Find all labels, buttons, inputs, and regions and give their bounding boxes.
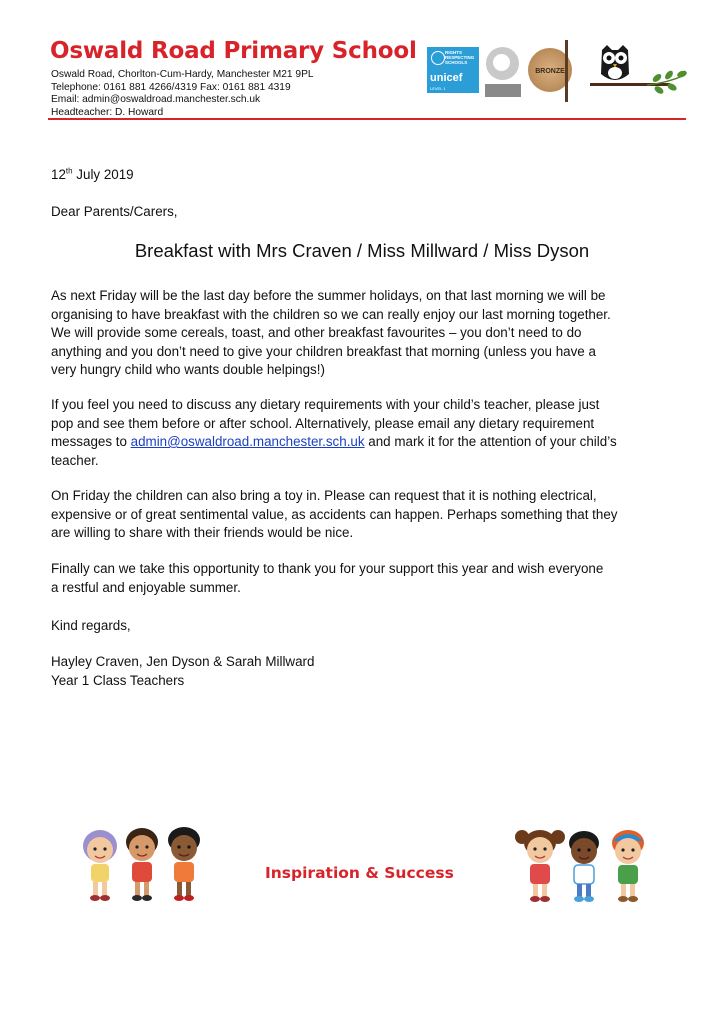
leaves-icon xyxy=(647,69,687,97)
unicef-badge-level: LEVEL 1 xyxy=(430,86,446,91)
email-link[interactable]: admin@oswaldroad.manchester.sch.uk xyxy=(130,434,365,449)
bronze-badge-label: BRONZE xyxy=(535,68,565,75)
children-left-icon xyxy=(76,822,212,904)
letterhead xyxy=(0,0,724,125)
owl-icon xyxy=(598,44,632,84)
signoff: Kind regards, xyxy=(51,618,131,633)
address: Oswald Road, Chorlton-Cum-Hardy, Manchester M21 9PL xyxy=(51,69,314,80)
headteacher: Headteacher: D. Howard xyxy=(51,106,164,118)
unicef-badge-caption: RIGHTS RESPECTING SCHOOLS xyxy=(445,50,475,65)
signatories: Hayley Craven, Jen Dyson & Sarah Millward xyxy=(51,654,315,669)
unicef-rights-respecting-badge-icon xyxy=(427,47,479,93)
contact-block xyxy=(51,69,314,119)
unicef-badge-name: unicef xyxy=(430,72,463,84)
greeting: Dear Parents/Carers, xyxy=(51,204,178,219)
paragraph-toy: On Friday the children can also bring a toy in. Please can request that it is nothing electrical, expensive or of great sentimental value, as accidents can happen. Perhaps something that they are willing to share with their friends would be nice. xyxy=(51,488,618,540)
email: Email: admin@oswaldroad.manchester.sch.uk xyxy=(51,94,261,106)
branch-post xyxy=(565,40,568,102)
school-motto: Inspiration & Success xyxy=(265,864,454,882)
paragraph-dietary: If you feel you need to discuss any dietary requirements with your child’s teacher, please just pop and see them before or after school. Alternatively, please email any dietary requirement messages to admin@oswaldroad.manchester.sch.uk and mark it for the attention of your child’s teacher. xyxy=(51,397,617,468)
letter-date: 12th July 2019 xyxy=(51,166,134,182)
school-name: Oswald Road Primary School xyxy=(50,38,417,64)
letter-title: Breakfast with Mrs Craven / Miss Millward / Miss Dyson xyxy=(134,240,590,261)
telephone: Telephone: 0161 881 4266/4319 Fax: 0161 881 4319 xyxy=(51,81,291,93)
paragraph-thanks: Finally can we take this opportunity to thank you for your support this year and wish everyone a restful and enjoyable summer. xyxy=(51,561,604,595)
children-right-icon xyxy=(512,823,654,905)
signatory-role: Year 1 Class Teachers xyxy=(51,673,185,688)
paragraph-breakfast: As next Friday will be the last day before the summer holidays, on that last morning we will be organising to have breakfast with the children so we can really enjoy our last morning together. We will provide some cereals, toast, and other breakfast favourites – you don’t need to do anything and you don’t need to give your children breakfast that morning (unless you have a very hungry child who wants double helpings!) xyxy=(51,288,611,377)
header-divider xyxy=(48,118,686,120)
award-badge-icon xyxy=(485,47,521,99)
